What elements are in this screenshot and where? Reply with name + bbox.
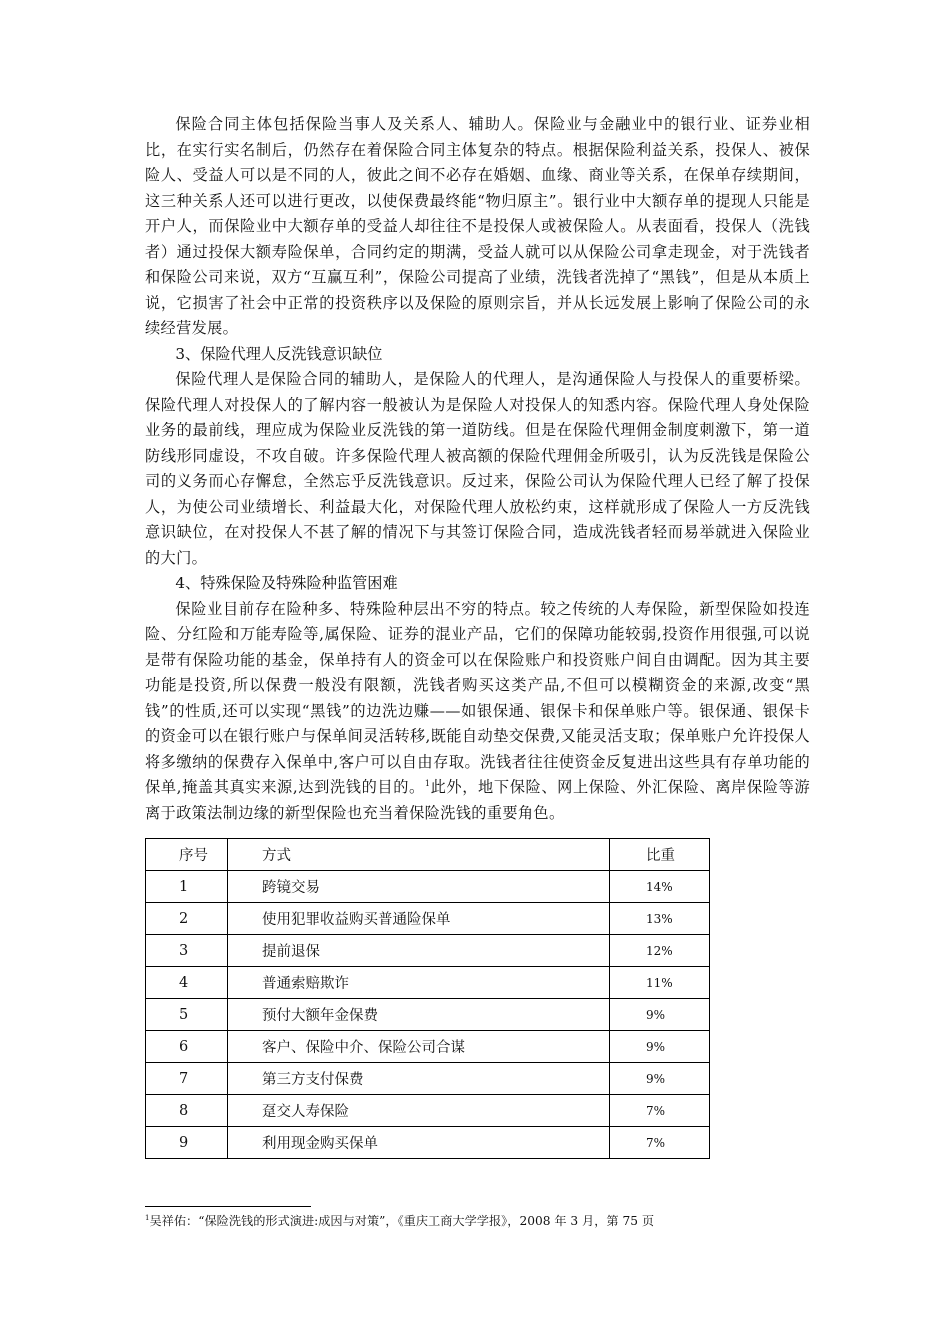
paragraph-special-insurance: [145, 597, 810, 827]
table-body: [146, 871, 710, 1159]
table-row: [146, 1095, 710, 1127]
table-header-row: [146, 839, 710, 871]
cell-share: 7%: [610, 1095, 710, 1127]
document-body: [145, 112, 810, 826]
paragraph-special-insurance-part1: 保险业目前存在险种多、特殊险种层出不穷的特点。较之传统的人寿保险，新型保险如投连险、分红险和万能寿险等,属保险、证券的混业产品，它们的保障功能较弱,投资作用很强,可以说是带有保险功能的基金，保单持有人的资金可以在保险账户和投资账户间自由调配。因为其主要功能是投资,所以保费一般没有限额，洗钱者购买这类产品,不但可以模糊资金的来源,改变“黑钱”的性质,还可以实现“黑钱”的边洗边赚——如银保通、银保卡和保单账户等。银保通、银保卡的资金可以在银行账户与保单间灵活转移,既能自动垫交保费,又能灵活支取；保单账户允许投保人将多缴纳的保费存入保单中,客户可以自由存取。洗钱者往往使资金反复进出这些具有存单功能的保单,掩盖其真实来源,达到洗钱的目的。: [145, 599, 810, 796]
cell-method: 跨镜交易: [228, 871, 610, 903]
cell-method: 普通索赔欺诈: [228, 967, 610, 999]
cell-index: 7: [146, 1063, 228, 1095]
cell-index: 2: [146, 903, 228, 935]
table-row: [146, 967, 710, 999]
cell-method: 提前退保: [228, 935, 610, 967]
paragraph-special-insurance-part2: 此外，地下保险、网上保险、外汇保险、离岸保险等游离于政策法制边缘的新型保险也充当着保险洗钱的重要角色。: [145, 778, 810, 822]
cell-index: 4: [146, 967, 228, 999]
cell-share: 7%: [610, 1127, 710, 1159]
cell-share: 9%: [610, 1063, 710, 1095]
cell-share: 14%: [610, 871, 710, 903]
cell-index: 8: [146, 1095, 228, 1127]
cell-method: 客户、保险中介、保险公司合谋: [228, 1031, 610, 1063]
cell-index: 5: [146, 999, 228, 1031]
cell-method: 第三方支付保费: [228, 1063, 610, 1095]
section-heading-3: 3、保险代理人反洗钱意识缺位: [175, 344, 383, 363]
footnote-text: 吴祥佑：“保险洗钱的形式演进:成因与对策”，《重庆工商大学学报》，2008 年 3 月，第 75 页: [149, 1214, 655, 1228]
cell-share: 11%: [610, 967, 710, 999]
table-row: [146, 903, 710, 935]
paragraph-contract-subjects: 保险合同主体包括保险当事人及关系人、辅助人。保险业与金融业中的银行业、证券业相比，在实行实名制后，仍然存在着保险合同主体复杂的特点。根据保险利益关系，投保人、被保险人、受益人可以是不同的人，彼此之间不必存在婚姻、血缘、商业等关系，在保单存续期间，这三种关系人还可以进行更改，以使保费最终能“物归原主”。银行业中大额存单的提现人只能是开户人，而保险业中大额存单的受益人却往往不是投保人或被保险人。从表面看，投保人（洗钱者）通过投保大额寿险保单，合同约定的期满，受益人就可以从保险公司拿走现金，对于洗钱者和保险公司来说，双方“互赢互利”，保险公司提高了业绩，洗钱者洗掉了“黑钱”，但是从本质上说，它损害了社会中正常的投资秩序以及保险的原则宗旨，并从长远发展上影响了保险公司的永续经营发展。: [145, 115, 810, 337]
cell-share: 13%: [610, 903, 710, 935]
table-row: [146, 1127, 710, 1159]
footnote-mark: 1: [145, 1214, 150, 1222]
table-row: [146, 1063, 710, 1095]
header-index: 序号: [146, 839, 228, 871]
table-row: [146, 871, 710, 903]
table-row: [146, 935, 710, 967]
paragraph-agent-awareness: 保险代理人是保险合同的辅助人，是保险人的代理人，是沟通保险人与投保人的重要桥梁。保险代理人对投保人的了解内容一般被认为是保险人对投保人的知悉内容。保险代理人身处保险业务的最前线，理应成为保险业反洗钱的第一道防线。但是在保险代理佣金制度刺激下，第一道防线形同虚设，不攻自破。许多保险代理人被高额的保险代理佣金所吸引，认为反洗钱是保险公司的义务而心存懈怠，全然忘乎反洗钱意识。反过来，保险公司认为保险代理人已经了解了投保人，为使公司业绩增长、利益最大化，对保险代理人放松约束，这样就形成了保险人一方反洗钱意识缺位，在对投保人不甚了解的情况下与其签订保险合同，造成洗钱者轻而易举就进入保险业的大门。: [145, 370, 810, 567]
cell-share: 12%: [610, 935, 710, 967]
cell-index: 1: [146, 871, 228, 903]
cell-share: 9%: [610, 999, 710, 1031]
table-row: [146, 999, 710, 1031]
cell-method: 趸交人寿保险: [228, 1095, 610, 1127]
cell-share: 9%: [610, 1031, 710, 1063]
cell-index: 3: [146, 935, 228, 967]
footnote-reference[interactable]: 1: [424, 779, 431, 788]
cell-index: 6: [146, 1031, 228, 1063]
footnote-divider: [145, 1206, 311, 1207]
header-share: 比重: [610, 839, 710, 871]
section-heading-4: 4、特殊保险及特殊险种监管困难: [175, 574, 398, 592]
cell-method: 预付大额年金保费: [228, 999, 610, 1031]
footnote: [145, 1213, 654, 1229]
header-method: 方式: [228, 839, 610, 871]
cell-index: 9: [146, 1127, 228, 1159]
table-row: [146, 1031, 710, 1063]
cell-method: 使用犯罪收益购买普通险保单: [228, 903, 610, 935]
cell-method: 利用现金购买保单: [228, 1127, 610, 1159]
money-laundering-methods-table: [145, 838, 710, 1159]
